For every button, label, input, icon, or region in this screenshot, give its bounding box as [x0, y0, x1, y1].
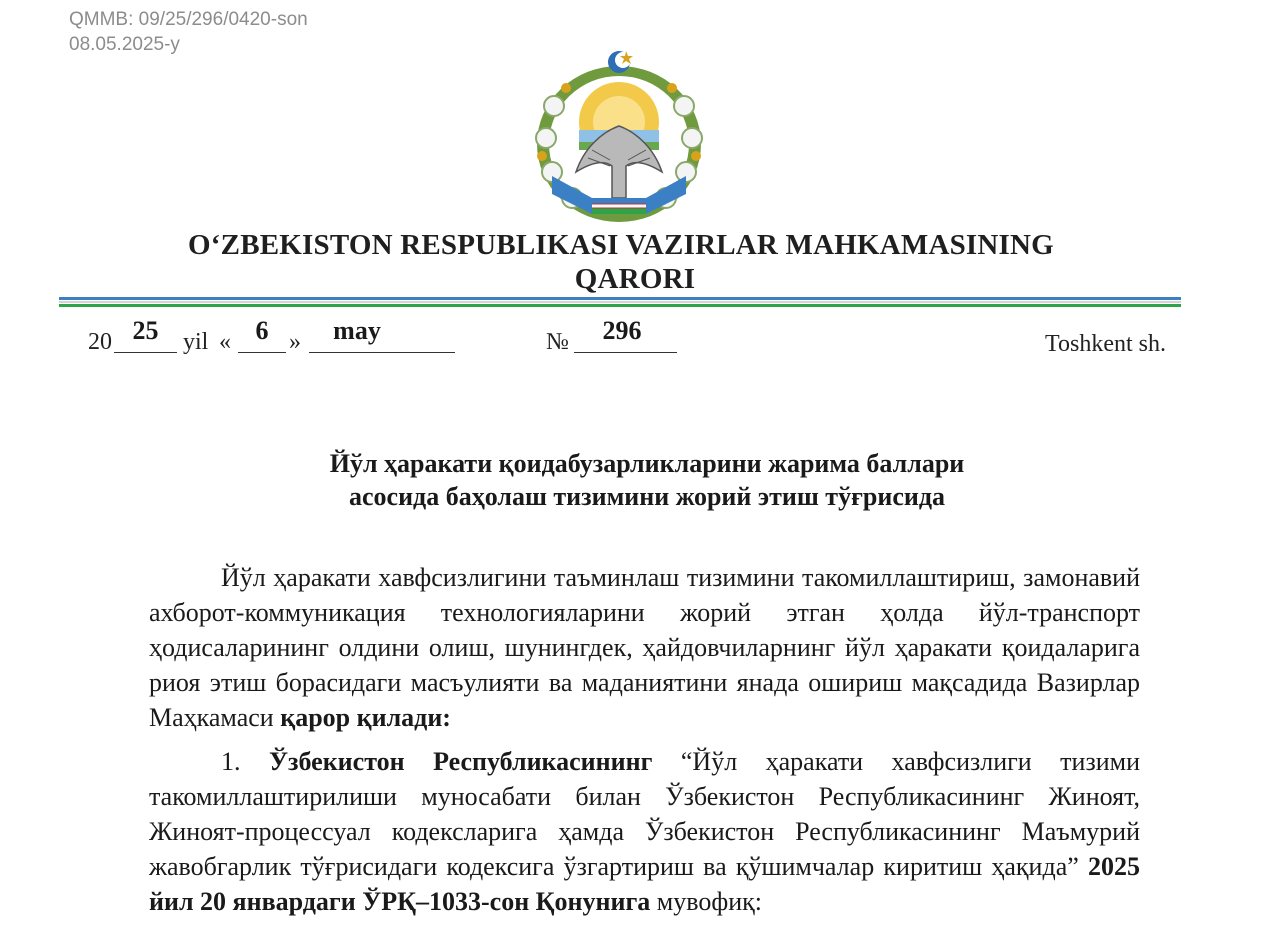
quote-open: «	[219, 329, 231, 355]
document-title-line1: Йўл ҳаракати қоидабузарликларини жарима баллари	[329, 449, 965, 478]
header-rule-green	[59, 304, 1181, 307]
issuer-name: O‘ZBEKISTON RESPUBLIKASI VAZIRLAR MAHKAMASINING	[188, 229, 1054, 261]
day-underline	[238, 352, 286, 353]
preamble-paragraph	[149, 560, 1140, 735]
item-1-law-reference: 2025 йил 20 январдаги ЎРҚ–1033-сон Қонунига	[149, 852, 1140, 916]
item-1-number: 1.	[221, 747, 241, 776]
year-value: 25	[132, 316, 159, 345]
header-rule-blue	[59, 297, 1181, 300]
quote-close: »	[289, 329, 301, 355]
document-title-line2: асосида баҳолаш тизимини жорий этиш тўғрисида	[349, 482, 945, 511]
item-1-lead: Ўзбекистон Республикасининг	[268, 747, 653, 776]
item-1-paragraph	[149, 744, 1140, 919]
registration-stamp	[69, 7, 308, 57]
year-underline	[114, 352, 177, 353]
month-underline	[309, 352, 455, 353]
day-value: 6	[255, 316, 269, 345]
month-value: may	[333, 316, 381, 345]
item-1-tail: мувофиқ:	[650, 887, 762, 916]
item-1-text: “Йўл ҳаракати хавфсизлиги тизими такомиллаштирилиши муносабати билан Ўзбекистон Республикасининг Жиноят, Жиноят-процессуал кодексларига ҳамда Ўзбекистон Республикасининг Маъмурий жавобгарлик тўғрисидаги кодексига ўзгартириш ва қўшимчалар киритиш ҳақида”	[149, 747, 1141, 881]
number-underline	[574, 352, 677, 353]
year-word: yil	[183, 329, 209, 355]
registration-date: 08.05.2025-y	[69, 34, 180, 55]
preamble-resolution: қарор қилади:	[280, 703, 451, 732]
state-emblem-icon	[532, 48, 706, 224]
year-prefix: 20	[88, 329, 112, 355]
preamble-text: Йўл ҳаракати хавфсизлигини таъминлаш тизимини такомиллаштириш, замонавий ахборот-коммуникация технологияларини жорий этган ҳолда йўл-транспорт ҳодисаларининг олдини олиш, шунингдек, ҳайдовчиларнинг йўл ҳаракати қоидаларига риоя этиш борасидаги масъулияти ва маданиятини янада ошириш мақсадида Вазирлар Маҳкамаси	[149, 563, 1140, 732]
place-of-issue: Toshkent sh.	[1045, 331, 1166, 357]
decree-number: 296	[602, 316, 642, 345]
document-type: QARORI	[574, 263, 696, 295]
registration-number: QMMB: 09/25/296/0420-son	[69, 9, 308, 30]
number-sign: №	[546, 329, 569, 355]
header-rule-white	[59, 301, 1181, 303]
